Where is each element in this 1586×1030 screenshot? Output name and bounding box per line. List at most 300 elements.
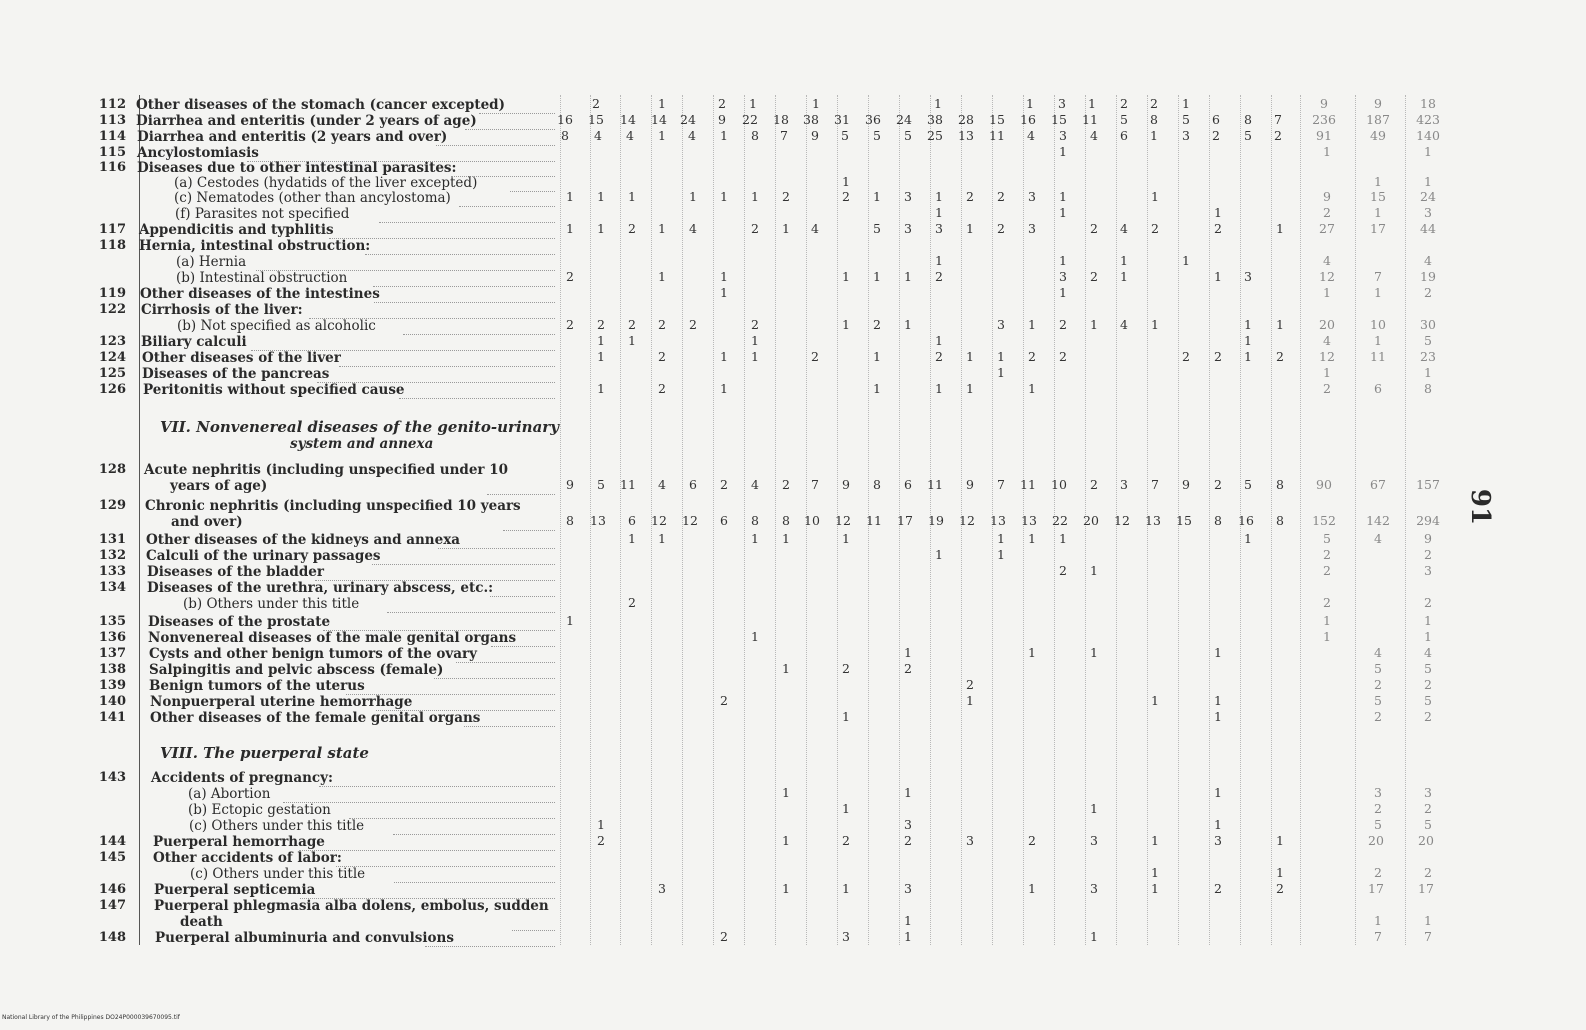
table-cell: 3 — [1028, 221, 1036, 236]
table-cell: 5 — [1374, 693, 1382, 708]
table-cell: 7 — [1424, 929, 1432, 944]
table-cell: 1 — [842, 881, 850, 896]
table-cell: 7 — [1374, 269, 1382, 284]
table-cell: 16 — [1020, 112, 1036, 127]
row-label: Hernia, intestinal obstruction: — [139, 238, 371, 254]
row-label: Cirrhosis of the liver: — [141, 302, 303, 318]
table-cell: 1 — [1151, 833, 1159, 848]
table-cell: 1 — [1424, 913, 1432, 928]
table-cell: 2 — [1276, 881, 1284, 896]
row-label-continuation: years of age) — [170, 478, 268, 494]
table-cell: 1 — [1028, 881, 1036, 896]
table-cell: 9 — [718, 112, 726, 127]
row-label: (a) Abortion — [188, 786, 271, 802]
table-cell: 2 — [1374, 709, 1382, 724]
table-cell: 1 — [1244, 349, 1252, 364]
row-label: Diseases due to other intestinal parasites: — [137, 160, 457, 176]
row-number: 123 — [98, 334, 126, 349]
table-cell: 1 — [904, 645, 912, 660]
table-cell: 1 — [597, 817, 605, 832]
table-cell: 152 — [1312, 513, 1336, 528]
table-cell: 2 — [1182, 349, 1190, 364]
row-number: 148 — [98, 930, 126, 945]
row-label-continuation: death — [180, 914, 223, 930]
table-cell: 12 — [959, 513, 975, 528]
table-cell: 1 — [566, 613, 574, 628]
table-cell: 8 — [873, 477, 881, 492]
table-cell: 2 — [1151, 221, 1159, 236]
table-cell: 2 — [597, 317, 605, 332]
table-cell: 1 — [1276, 317, 1284, 332]
table-cell: 1 — [935, 547, 943, 562]
table-cell: 1 — [628, 333, 636, 348]
row-number: 112 — [98, 97, 126, 112]
row-label: Puerperal albuminuria and convulsions — [155, 930, 454, 946]
table-cell: 5 — [1374, 661, 1382, 676]
table-cell: 3 — [1028, 189, 1036, 204]
row-number: 131 — [98, 532, 126, 547]
table-cell: 2 — [1424, 547, 1432, 562]
table-cell: 8 — [561, 128, 569, 143]
table-cell: 13 — [1145, 513, 1161, 528]
table-cell: 4 — [1374, 531, 1382, 546]
table-cell: 1 — [1090, 801, 1098, 816]
row-label: Diseases of the urethra, urinary abscess, etc.: — [147, 580, 494, 596]
row-label: Nonpuerperal uterine hemorrhage — [150, 694, 413, 710]
table-cell: 2 — [1214, 477, 1222, 492]
table-cell: 1 — [1214, 269, 1222, 284]
table-cell: 18 — [773, 112, 789, 127]
table-cell: 4 — [1120, 317, 1128, 332]
table-cell: 2 — [1323, 205, 1331, 220]
table-cell: 1 — [1323, 144, 1331, 159]
row-label: Other diseases of the intestines — [140, 286, 380, 302]
table-cell: 1 — [1323, 365, 1331, 380]
table-cell: 8 — [782, 513, 790, 528]
table-cell: 1 — [1090, 317, 1098, 332]
table-cell: 1 — [1182, 96, 1190, 111]
table-cell: 11 — [1370, 349, 1386, 364]
row-label: Appendicitis and typhlitis — [139, 222, 334, 238]
table-cell: 1 — [1028, 381, 1036, 396]
table-cell: 142 — [1366, 513, 1390, 528]
table-cell: 1 — [597, 189, 605, 204]
table-cell: 1 — [1323, 285, 1331, 300]
table-cell: 11 — [1082, 112, 1098, 127]
table-cell: 1 — [842, 269, 850, 284]
table-cell: 9 — [566, 477, 574, 492]
table-cell: 1 — [1214, 785, 1222, 800]
leader-dots — [434, 662, 555, 679]
table-cell: 7 — [1151, 477, 1159, 492]
table-cell: 15 — [1176, 513, 1192, 528]
table-cell: 1 — [1028, 317, 1036, 332]
row-number: 115 — [98, 145, 126, 160]
row-number: 143 — [98, 770, 126, 785]
table-cell: 1 — [1090, 563, 1098, 578]
row-label: Diseases of the pancreas — [142, 366, 330, 382]
row-label: (f) Parasites not specified — [175, 206, 350, 222]
table-cell: 1 — [935, 381, 943, 396]
table-cell: 6 — [1212, 112, 1220, 127]
table-cell: 1 — [1374, 913, 1382, 928]
row-number: 124 — [98, 350, 126, 365]
leader-dots — [379, 206, 555, 223]
leader-dots — [503, 514, 555, 531]
table-cell: 14 — [651, 112, 667, 127]
leader-dots — [399, 382, 556, 399]
table-cell: 140 — [1416, 128, 1440, 143]
table-cell: 2 — [658, 349, 666, 364]
table-cell: 3 — [1059, 269, 1067, 284]
leader-dots — [300, 882, 555, 899]
table-cell: 1 — [842, 709, 850, 724]
table-cell: 4 — [1120, 221, 1128, 236]
table-cell: 1 — [1059, 253, 1067, 268]
table-cell: 38 — [803, 112, 819, 127]
row-label: (b) Others under this title — [183, 596, 360, 612]
table-cell: 3 — [842, 929, 850, 944]
table-cell: 2 — [1424, 709, 1432, 724]
table-cell: 1 — [597, 221, 605, 236]
table-cell: 2 — [1323, 595, 1331, 610]
section-title: VII. Nonvenereal diseases of the genito-urinary — [160, 418, 559, 436]
row-number: 140 — [98, 694, 126, 709]
table-cell: 1 — [628, 189, 636, 204]
leader-dots — [374, 286, 555, 303]
table-cell: 7 — [811, 477, 819, 492]
row-label: (a) Hernia — [176, 254, 247, 270]
table-cell: 1 — [1151, 865, 1159, 880]
table-cell: 1 — [1276, 221, 1284, 236]
table-cell: 3 — [904, 881, 912, 896]
table-cell: 1 — [658, 96, 666, 111]
table-cell: 12 — [651, 513, 667, 528]
row-number: 145 — [98, 850, 126, 865]
table-cell: 1 — [966, 349, 974, 364]
table-cell: 1 — [842, 531, 850, 546]
table-cell: 1 — [1276, 833, 1284, 848]
table-cell: 3 — [1120, 477, 1128, 492]
leader-dots — [465, 113, 556, 130]
table-cell: 13 — [958, 128, 974, 143]
row-number: 141 — [98, 710, 126, 725]
table-cell: 6 — [628, 513, 636, 528]
row-number: 128 — [98, 462, 126, 477]
leader-dots — [283, 786, 555, 803]
table-cell: 1 — [751, 333, 759, 348]
table-cell: 5 — [597, 477, 605, 492]
table-cell: 1 — [751, 531, 759, 546]
table-cell: 5 — [1244, 477, 1252, 492]
table-cell: 1 — [658, 269, 666, 284]
row-label: Diarrhea and enteritis (under 2 years of age) — [136, 113, 477, 129]
leader-dots — [490, 580, 555, 597]
table-cell: 1 — [720, 349, 728, 364]
row-label: (c) Others under this title — [189, 818, 365, 834]
table-cell: 1 — [904, 913, 912, 928]
row-label: (c) Nematodes (other than ancylostoma) — [174, 190, 451, 206]
leader-dots — [479, 97, 555, 114]
table-cell: 1 — [1424, 629, 1432, 644]
table-cell: 2 — [1028, 833, 1036, 848]
table-cell: 2 — [1120, 96, 1128, 111]
table-cell: 4 — [1323, 253, 1331, 268]
table-cell: 1 — [1026, 96, 1034, 111]
table-cell: 1 — [751, 629, 759, 644]
table-cell: 1 — [1182, 253, 1190, 268]
leader-dots — [464, 710, 555, 727]
table-cell: 1 — [1276, 865, 1284, 880]
table-cell: 14 — [620, 112, 636, 127]
table-cell: 2 — [904, 833, 912, 848]
leader-dots — [349, 802, 555, 819]
table-cell: 2 — [751, 221, 759, 236]
table-cell: 15 — [989, 112, 1005, 127]
table-cell: 24 — [1420, 189, 1436, 204]
table-cell: 49 — [1370, 128, 1386, 143]
row-number: 147 — [98, 898, 126, 913]
row-label: Diarrhea and enteritis (2 years and over) — [137, 129, 448, 145]
table-cell: 1 — [812, 96, 820, 111]
table-cell: 3 — [1214, 833, 1222, 848]
table-cell: 28 — [958, 112, 974, 127]
table-cell: 1 — [1028, 531, 1036, 546]
row-number: 144 — [98, 834, 126, 849]
row-number: 125 — [98, 366, 126, 381]
table-cell: 1 — [720, 189, 728, 204]
table-cell: 24 — [680, 112, 696, 127]
row-number: 132 — [98, 548, 126, 563]
table-cell: 1 — [597, 349, 605, 364]
table-cell: 22 — [742, 112, 758, 127]
table-cell: 1 — [1424, 613, 1432, 628]
table-cell: 9 — [1182, 477, 1190, 492]
table-cell: 12 — [1319, 349, 1335, 364]
table-cell: 1 — [1059, 144, 1067, 159]
table-cell: 2 — [718, 96, 726, 111]
table-cell: 1 — [1059, 189, 1067, 204]
table-cell: 3 — [1244, 269, 1252, 284]
table-cell: 20 — [1083, 513, 1099, 528]
leader-dots — [251, 334, 556, 351]
table-cell: 1 — [658, 128, 666, 143]
table-cell: 4 — [626, 128, 634, 143]
row-number: 133 — [98, 564, 126, 579]
table-cell: 5 — [904, 128, 912, 143]
row-label: Peritonitis without specified cause — [143, 382, 405, 398]
table-cell: 2 — [597, 833, 605, 848]
table-cell: 19 — [928, 513, 944, 528]
section-heading — [160, 418, 559, 452]
table-cell: 1 — [1214, 205, 1222, 220]
table-cell: 10 — [1370, 317, 1386, 332]
table-cell: 9 — [1320, 96, 1328, 111]
table-cell: 17 — [897, 513, 913, 528]
table-cell: 2 — [1028, 349, 1036, 364]
table-cell: 1 — [782, 785, 790, 800]
leader-dots — [315, 564, 555, 581]
leader-dots — [336, 850, 556, 867]
table-cell: 1 — [1150, 128, 1158, 143]
table-cell: 12 — [682, 513, 698, 528]
table-cell: 1 — [966, 381, 974, 396]
table-cell: 1 — [628, 531, 636, 546]
leader-dots — [365, 238, 555, 255]
table-cell: 1 — [1120, 253, 1128, 268]
row-label: (b) Intestinal obstruction — [176, 270, 348, 286]
table-cell: 1 — [1244, 333, 1252, 348]
table-cell: 3 — [1090, 881, 1098, 896]
table-cell: 1 — [782, 661, 790, 676]
table-cell: 4 — [751, 477, 759, 492]
table-cell: 1 — [1374, 333, 1382, 348]
table-cell: 2 — [628, 221, 636, 236]
table-cell: 1 — [842, 174, 850, 189]
row-label: Calculi of the urinary passages — [146, 548, 381, 564]
leader-dots — [256, 254, 555, 271]
table-cell: 1 — [935, 189, 943, 204]
table-cell: 16 — [557, 112, 573, 127]
table-cell: 1 — [997, 365, 1005, 380]
table-cell: 2 — [1374, 677, 1382, 692]
table-cell: 15 — [588, 112, 604, 127]
leader-dots — [436, 129, 555, 146]
leader-dots — [425, 930, 555, 947]
table-cell: 1 — [997, 531, 1005, 546]
table-cell: 2 — [628, 595, 636, 610]
table-cell: 2 — [842, 833, 850, 848]
table-cell: 13 — [590, 513, 606, 528]
column-rule — [1405, 95, 1406, 945]
table-cell: 13 — [1021, 513, 1037, 528]
table-cell: 7 — [1374, 929, 1382, 944]
table-cell: 2 — [1323, 381, 1331, 396]
leader-dots — [346, 678, 555, 695]
leader-dots — [393, 818, 555, 835]
table-cell: 2 — [1276, 349, 1284, 364]
table-cell: 2 — [997, 221, 1005, 236]
table-cell: 31 — [834, 112, 850, 127]
row-number: 136 — [98, 630, 126, 645]
table-cell: 8 — [566, 513, 574, 528]
row-label: Nonvenereal diseases of the male genital organs — [148, 630, 517, 646]
table-cell: 8 — [1424, 381, 1432, 396]
table-cell: 4 — [1424, 253, 1432, 268]
table-cell: 1 — [842, 317, 850, 332]
table-cell: 2 — [720, 477, 728, 492]
table-cell: 2 — [1090, 477, 1098, 492]
column-rule — [1300, 95, 1301, 945]
table-cell: 2 — [966, 189, 974, 204]
table-cell: 1 — [751, 349, 759, 364]
table-cell: 6 — [1120, 128, 1128, 143]
table-cell: 10 — [804, 513, 820, 528]
table-cell: 4 — [1027, 128, 1035, 143]
leader-dots — [459, 190, 555, 207]
table-cell: 11 — [620, 477, 636, 492]
table-cell: 6 — [904, 477, 912, 492]
page-number: 91 — [1465, 488, 1496, 526]
table-cell: 8 — [751, 513, 759, 528]
table-cell: 6 — [720, 513, 728, 528]
table-cell: 4 — [594, 128, 602, 143]
row-label: Other accidents of labor: — [153, 850, 342, 866]
table-cell: 1 — [782, 531, 790, 546]
table-cell: 5 — [1424, 693, 1432, 708]
table-cell: 11 — [927, 477, 943, 492]
leader-dots — [403, 318, 555, 335]
leader-dots — [387, 596, 555, 613]
row-label: Salpingitis and pelvic abscess (female) — [149, 662, 444, 678]
leader-dots — [323, 614, 555, 631]
table-cell: 5 — [1424, 333, 1432, 348]
table-cell: 423 — [1416, 112, 1440, 127]
table-cell: 2 — [997, 189, 1005, 204]
row-label: Other diseases of the liver — [142, 350, 341, 366]
row-label: Other diseases of the female genital organs — [150, 710, 481, 726]
table-cell: 20 — [1418, 833, 1434, 848]
leader-dots — [394, 866, 555, 883]
table-cell: 3 — [1424, 205, 1432, 220]
table-cell: 17 — [1418, 881, 1434, 896]
row-label: Diseases of the bladder — [147, 564, 325, 580]
table-cell: 1 — [966, 221, 974, 236]
table-cell: 3 — [904, 189, 912, 204]
table-cell: 19 — [1420, 269, 1436, 284]
table-cell: 2 — [1059, 349, 1067, 364]
table-cell: 5 — [1424, 817, 1432, 832]
table-cell: 3 — [904, 221, 912, 236]
section-heading — [160, 744, 369, 762]
table-cell: 2 — [720, 693, 728, 708]
table-cell: 1 — [1214, 709, 1222, 724]
table-cell: 44 — [1420, 221, 1436, 236]
table-cell: 1 — [658, 531, 666, 546]
table-cell: 3 — [997, 317, 1005, 332]
table-cell: 1 — [1323, 613, 1331, 628]
table-cell: 2 — [1424, 285, 1432, 300]
table-cell: 2 — [628, 317, 636, 332]
table-cell: 2 — [873, 317, 881, 332]
row-number: 113 — [98, 113, 126, 128]
table-cell: 3 — [1058, 96, 1066, 111]
section-subtitle: system and annexa — [290, 436, 434, 452]
table-cell: 2 — [1090, 269, 1098, 284]
table-cell: 3 — [1090, 833, 1098, 848]
row-label: Biliary calculi — [141, 334, 247, 350]
table-cell: 1 — [904, 317, 912, 332]
table-cell: 1 — [935, 253, 943, 268]
table-cell: 1 — [566, 189, 574, 204]
table-cell: 1 — [935, 205, 943, 220]
table-cell: 1 — [720, 381, 728, 396]
table-cell: 1 — [1151, 881, 1159, 896]
table-cell: 3 — [1059, 128, 1067, 143]
table-cell: 8 — [1150, 112, 1158, 127]
table-cell: 2 — [566, 269, 574, 284]
table-cell: 3 — [904, 817, 912, 832]
row-label: (a) Cestodes (hydatids of the liver excepted) — [174, 175, 478, 191]
leader-dots — [372, 548, 555, 565]
table-cell: 8 — [1244, 112, 1252, 127]
table-cell: 5 — [1182, 112, 1190, 127]
row-label: Puerperal septicemia — [154, 882, 316, 898]
table-cell: 1 — [1424, 365, 1432, 380]
table-cell: 4 — [1090, 128, 1098, 143]
table-cell: 1 — [873, 349, 881, 364]
leader-dots — [512, 914, 555, 931]
